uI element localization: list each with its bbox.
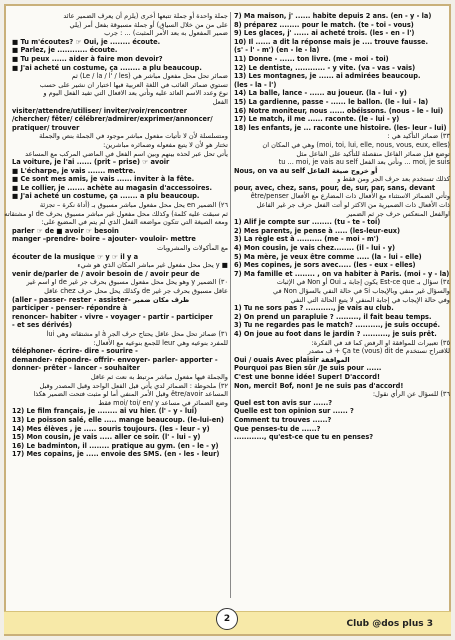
right-column-line: 8) préparez ........ pour le match. (te - toi - vous) [234,20,414,29]
left-column-line: ضمير المفعول به بعد الأمر المثبت) ... : جرب [104,29,228,38]
left-column-line: (aller - passer- rester - assister- ظرف مكان ضمير [12,295,190,304]
right-column-line: 7) Ma maison, j' ...... habite depuis 2 ans. (en - y - la) [234,12,432,20]
right-column-line: 3) Tu ne regardes pas le match? .........., je suis occupé. [234,321,441,330]
right-column-line: 7) Ma famille et ........ , on va habiter à Paris. (moi - y - la) [234,269,450,278]
right-column-line: 18) les enfants, je ... raconte une histoire. (les- leur - lui) [234,123,447,132]
worksheet-frame [4,4,451,636]
left-column-line: /chercher/ fêter/ célébrer/admirer/exprimer/annoncer/ [12,115,213,124]
left-column-line: 14) Mes élèves , je ..... souris toujours. (les - leur - y) [12,424,210,433]
right-column-line: كذلك تستخدم بعد حرف الجر ومن فقط و [337,175,450,184]
left-column-line: ٣٢) ملحوظة : الضمائر لدي يأتي قبل الفعل الواحد وقبل المصدر وقبل [39,381,228,390]
right-column-line: Non, merci! Bof, non! Je ne suis pas d'accord! [234,381,404,390]
left-column-line: - et ses dérivés) [12,321,72,330]
left-column-line: 13) Le poisson salé, elle ..... mange beaucoup. (le-lui-en) [12,415,224,424]
right-column-line: 2) On prend un parapluie ? ........., il fait beau temps. [234,312,432,321]
right-column-line: 16) Notre moniteur, nous ...... obéissons. (nous - le - lui) [234,106,444,115]
right-column-line: 9) Les glaces, j' ...... ai acheté trois. (les - en - l') [234,29,415,38]
left-column-line: téléphoner- écrire- dire - sourire - [12,347,138,356]
left-column-line: ■ J'ai acheté un costume, ça ........ a plu beaucoup. [12,63,202,72]
right-column-line: 14) La balle, lance - ...... au joueur. (la - lui - y) [234,89,407,98]
page-footer [0,598,455,640]
right-column-line: اوالفعل المنعكس حرف جر ثم الضمير [346,209,450,218]
left-column-line: ٣١) ضمائر تحل محل عاقل يحتاج حرف الجر à او مشتقاته وهي lui [46,329,228,338]
left-column-line: 16) Le badminton, il ........ pratique au gym. (en - le - y) [12,441,219,450]
left-column-line: pratiquer/ trouver [12,123,80,132]
right-column-line: (moi, toi, lui, elle, nous, vous, eux, elles) وهي في المكان ان [262,140,450,149]
left-column-line: ومتسلسلة لأن لا تأتيات مفعول مباشر موجود في الجملة بنص والجملة [39,132,228,141]
left-column-line: على من من خلال السياق) أو جملة مسبوقة بفعل أمر (يلي [69,20,228,29]
right-column-line: 4) On joue au foot dans le jardin ? .........., je suis prêt. [234,329,437,338]
left-column-line: ■ Parlez, je ............ écoute. [12,46,118,55]
right-column-line: والسؤال غير منفي وبالإيجاب Si في حالة النفي بالسؤال Non في [273,287,450,295]
right-column-line: 6) Mes copines, je sors avec..... (les - eux - elles) [234,261,416,270]
right-column-line: وتأتي الضمائر الاستثناء مع الأفعال ذات المضارع مع الأفعال être/penser [250,192,450,201]
left-column-line: donner- prêter - lancer - souhaiter [12,364,140,373]
left-column-line: ■ L'écharpe, je vais ....... mettre. [12,166,136,175]
right-column-line: ٣٣) ضمائر التأكيد هي : [387,132,450,141]
left-column-line: للمفرد بنوعيه وهي leur للجمع بنوعيه مع الأفعال: [93,338,228,347]
right-column-line: Que penses-tu de ......? [234,424,321,433]
right-column-line: توضع قبل ضمائر الفاعل منفصلة للتأكيد على الفاعل مثل [296,149,450,158]
left-column-line: demander- répondre- offrir- envoyer- parler- apporter - [12,355,218,364]
left-column-line: جملة واحدة أو جملة تتبعها أخرى (يلزم أن يعرف الضمير عائد [63,12,228,20]
right-column-line: ٣٦) للسؤال عن الرأي نقول: [372,390,450,399]
left-column-line: ومعه الصيغة التي تتكون مواضعه الفعل الذي لم يتم في المضيع على: [41,218,228,227]
right-column-line: للاقتراح نستخدم Ça te (vous) dit de + ف مصدر [307,347,450,356]
left-column-line: renoncer- habiter - vivre - voyager - partir - participer [12,312,213,321]
right-column-line: ذات الأفعال ذات الضميرية من الاكثر لو أتت الفعل حرف جر غير الفاعل [256,201,450,210]
right-column-line: 2) Mes parents, je pense à ..... (les-leur-eux) [234,226,401,235]
left-column-line: 12) Le film français, je ........ ai vu hier. (l' - y - lui) [12,407,198,416]
left-column-line: ■ Le collier, je ....... achète au magasin d'accessoires. [12,183,212,192]
left-column-line: يأتي تحل عبر لحذه بينهم وبين اسم الفعل في الماضي المركب مع المساعد [25,149,228,158]
right-column-line: 13) Les montagnes, je ...... ai admirées beaucoup. [234,72,421,81]
right-column-line: ٣٤) سؤال بـ Est-ce que يكون إجابة بـ Oui أو Non في الإثبات [276,278,450,287]
column-divider [230,12,231,598]
left-column-line: ■ Tu peux ...... aider à faire mon devoir? [12,54,163,63]
left-column-line: parler ☞ de ■ avoir ☞ besoin [12,226,119,235]
left-column-line: وضع الضمائر في مساعد moi/ toi/ en/ y فقط [98,398,228,407]
left-column-line: مع المأكولات والمشروبات [156,244,228,253]
left-column-line: ■ y يحل محل مفعول غير مباشر المكان الذي هو شيء [77,261,228,270]
right-column-line: 15) La gardienne, passe - ...... le ballon. (le - lui - la) [234,97,429,106]
left-column-line: تختار هو لأن لا يتبع مفعوله وضمائره مباشرين: [103,140,228,149]
left-column-line: ٢٦) الضمير en يحل محل مفعول مباشر مسبوق بـ (أداة نكرة – تجزئة [39,201,228,210]
left-column-line: المساعد être/avoir وقبل الأمر المنفي أما لو مثبت فتحت الضمير هكذا [33,390,228,399]
left-column-line: visiter/attendre/utiliser/ inviter/voir/rencontrer [12,106,188,115]
left-column-line: عاقل مسبوق بحرف جر غير de وكذلك يحل محل حرف chez عاقل [44,287,228,295]
right-column [234,12,450,598]
left-column-line: والجملة فيها مفعول مباشر مرتبط به نعت ثم عاقل [90,372,228,381]
left-column-line: نوع وعدد الاسم العائد عليه وتأتي بعد الافعال التي تفيد الفعل اليوم و [43,89,228,98]
right-column-line: ............, qu'est-ce que tu en penses? [234,433,374,442]
right-column-line: وفي حالة الإيجاب في إجابة المنفي لا يتبع الحالة التي النفي [290,295,450,304]
club-label: Club @dos plus 3 [346,619,433,629]
right-column-line: moi, je suis ... ونأتي بعد الفعل tu ... moi, je vais au self [278,158,450,167]
right-column-line: 11) Donne - ...... ton livre. (me - moi - toi) [234,54,389,63]
right-column-line: 12) Le dentiste, ............ - y vite. (va - vas - vais) [234,63,416,72]
right-column-line: Comment tu trouves ......? [234,415,332,424]
right-column-line: 17) Le match, il me ...... raconte. (le - lui - y) [234,115,400,124]
left-column-line: venir de/parler de / avoir besoin de / avoir peur de [12,269,200,278]
right-column-line: Quelle est ton opinion sur ...... ? [234,407,354,416]
left-column-line: ثم سبقت عليه كلمة) وكذلك محل مفعول غير مباشر مسبوق بحرف de او مشتقاته [4,209,228,218]
right-column-line: 5) Ma mère, je veux être comme ..... (la - lui - elle) [234,252,422,261]
right-column-line: 1) Alif je compte sur ........ (tu - te - toi) [234,218,381,227]
left-column-line: ■ Tu m'écoutes? ☞ Oui, je ........ écoute. [12,37,161,46]
page-number: 2 [216,608,238,630]
right-column-line: C'est une bonne idée! Super! D'accord! [234,372,380,381]
left-column-line: ضمائر تحل محل مفعول مباشر هي (Le / la / l' / les) ثم [71,72,228,81]
left-column [4,12,228,598]
right-column-line: 4) Mon cousin, je vais chez........ (il - lui - y) [234,244,396,253]
left-column-line: ■ J'ai acheté un costume, ça ....... a plu beaucoup. [12,192,200,201]
left-column-line: تستوي ضمائر الغائب في اللغة العربية فيها اختيار ان نشير على حسب [39,80,228,89]
left-column-line: La voiture, je l'ai ...... (prit – prise) ☞ avoir [12,158,170,167]
left-column-line: 15) Mon cousin, je vais ..... aller ce soir. (l' - lui - y) [12,433,201,442]
right-column-line: Oui / ouais Avec plaisir الموافقة [234,355,350,364]
right-column-line: pour, avec, chez, sans, pour, de, sur, par, sans, devant [234,183,436,192]
right-column-line: (les - la - l') [234,80,277,89]
left-column-line: ٣٠) الضمير y وهو يحل محل مفعول مسبوق بحرف جر غير de او اسم غير [26,278,228,287]
right-column-line: (s' - l' - m') (en - le - la) [234,46,320,55]
left-column-line: 17) Mes copains, je ..... envoie des SMS. (en - les - leur) [12,450,220,459]
right-column-line: 1) Tu ne sors pas ? ..........., je vais au club. [234,304,394,313]
left-column-line: manger –prendre- boire – ajouter- vouloir- mettre [12,235,196,244]
left-column-line: ■ Ce sont mes amis, je vais ...... inviter à la fête. [12,175,195,184]
right-column-line: Nous, on va au self أو خروج صيغة الفاعل [234,166,378,175]
left-column-line: participer - penser- répondre à [12,304,128,313]
right-column-line: 3) La règle est à .......... (me - moi - m') [234,235,379,244]
left-column-line: الفعل [212,97,228,106]
right-column-line: ٣٥) تعبيرات للموافقة او الرفض كما قد في الفكرة: [311,338,450,347]
right-column-line: Pourquoi pas Bien sûr /Je suis pour ...... [234,364,382,373]
right-column-line: 10) Il ...... a dit la réponse mais je .... trouve fausse. [234,37,429,46]
right-column-line: Quel est ton avis sur ......? [234,398,333,407]
left-column-line: écouter de la musique ☞ y ☞ il y a [12,252,139,261]
